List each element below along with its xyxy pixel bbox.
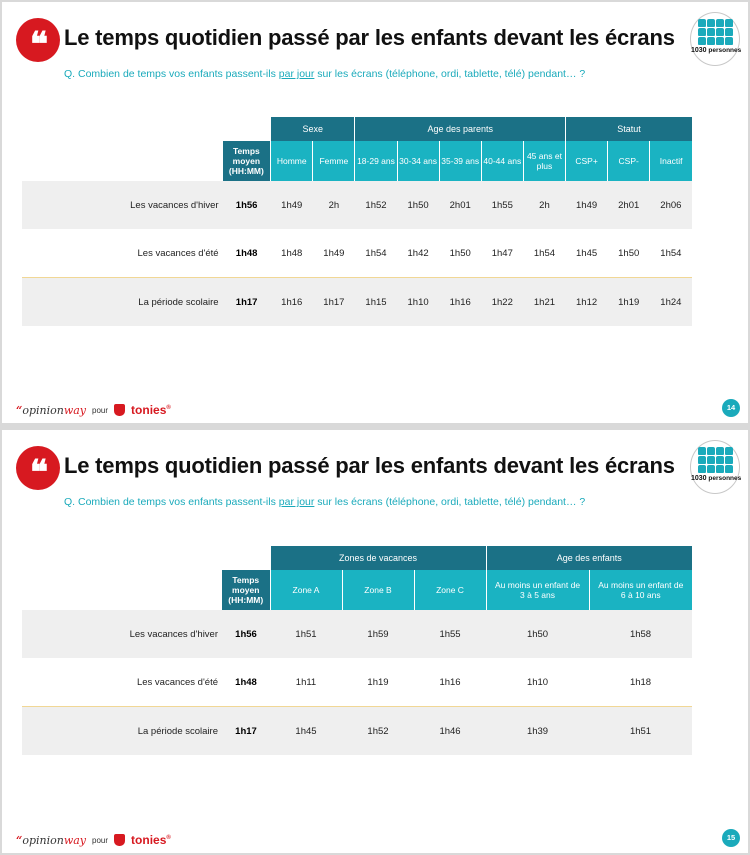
question-text-underlined: par jour — [278, 496, 315, 508]
cell-value: 1h50 — [486, 610, 589, 658]
sample-label: personnes — [708, 475, 742, 482]
cell-value: 1h16 — [439, 676, 461, 688]
question-text-post: sur les écrans (téléphone, ordi, tablette, télé) pendant… ? — [314, 68, 586, 80]
cell-value: 1h16 — [439, 278, 481, 327]
results-table-parents — [22, 117, 692, 326]
cell-value: 1h19 — [608, 278, 650, 327]
footer-pour: pour — [92, 405, 109, 415]
opinionway-logo: “opinionway — [16, 833, 87, 847]
opinionway-logo: “opinionway — [16, 403, 87, 417]
average-value: 1h48 — [235, 247, 258, 259]
cell-value: 1h54 — [365, 247, 387, 259]
cell-value: 1h52 — [342, 707, 414, 756]
cell-value: 1h16 — [271, 278, 313, 327]
sample-count: 1030 — [691, 47, 707, 54]
table-row — [22, 658, 692, 707]
average-value: 1h17 — [223, 278, 271, 327]
row-label: Les vacances d'été — [137, 247, 219, 259]
people-icon — [698, 19, 733, 45]
cell-value: 2h — [523, 181, 565, 229]
cell-value: 1h21 — [523, 278, 565, 327]
survey-question — [64, 496, 585, 508]
cell-value: 1h54 — [660, 247, 682, 259]
results-table-children — [22, 546, 692, 755]
cell-value: 1h55 — [414, 610, 486, 658]
page-number: 15 — [722, 829, 740, 847]
cell-value: 2h06 — [650, 181, 692, 229]
column-header: 35-39 ans — [439, 141, 481, 181]
footer-brand — [16, 833, 171, 847]
group-header: Statut — [566, 117, 692, 141]
cell-value: 1h10 — [526, 676, 549, 688]
cell-value: 1h50 — [397, 181, 439, 229]
cell-value: 1h55 — [481, 181, 523, 229]
slide-15 — [2, 430, 748, 853]
column-header: Inactif — [650, 141, 692, 181]
group-header: Age des enfants — [486, 546, 692, 570]
cell-value: 1h10 — [397, 278, 439, 327]
average-value: 1h56 — [223, 181, 271, 229]
cell-value: 1h42 — [407, 247, 429, 259]
column-header: Homme — [271, 141, 313, 181]
column-header: Zone C — [414, 570, 486, 610]
cell-value: 1h49 — [566, 181, 608, 229]
cell-value: 1h50 — [618, 247, 640, 259]
table-row — [22, 181, 692, 229]
average-header: Temps moyen (HH:MM) — [223, 141, 271, 181]
column-header: 40-44 ans — [481, 141, 523, 181]
cell-value: 1h54 — [533, 247, 556, 259]
quote-icon: ❝ — [16, 18, 60, 62]
cell-value: 1h17 — [313, 278, 355, 327]
cell-value: 1h11 — [295, 676, 317, 688]
slide-title: Le temps quotidien passé par les enfants devant les écrans — [64, 453, 675, 478]
group-header: Zones de vacances — [270, 546, 486, 570]
cell-value: 1h49 — [271, 181, 313, 229]
cell-value: 1h22 — [481, 278, 523, 327]
row-label: Les vacances d'hiver — [22, 181, 223, 229]
question-text-post: sur les écrans (téléphone, ordi, tablette, télé) pendant… ? — [314, 496, 586, 508]
cell-value: 2h01 — [608, 181, 650, 229]
cell-value: 2h01 — [439, 181, 481, 229]
cell-value: 1h45 — [576, 247, 598, 259]
question-text-underlined: par jour — [278, 68, 315, 80]
average-value: 1h56 — [222, 610, 270, 658]
cell-value: 1h19 — [367, 676, 389, 688]
footer-pour: pour — [92, 835, 109, 845]
cell-value: 1h51 — [589, 707, 692, 756]
cell-value: 1h47 — [491, 247, 513, 259]
tonies-logo: tonies® — [131, 403, 171, 417]
row-label: La période scolaire — [22, 278, 223, 327]
slide-14 — [2, 2, 748, 423]
cell-value: 2h — [313, 181, 355, 229]
cell-value: 1h12 — [566, 278, 608, 327]
average-value: 1h17 — [222, 707, 270, 756]
column-header: 30-34 ans — [397, 141, 439, 181]
cell-value: 1h15 — [355, 278, 397, 327]
tonies-icon — [114, 404, 125, 416]
page-number: 14 — [722, 399, 740, 417]
column-header: CSP- — [608, 141, 650, 181]
table-row — [22, 707, 692, 756]
column-header: CSP+ — [566, 141, 608, 181]
column-header: Au moins un enfant de 6 à 10 ans — [589, 570, 692, 610]
people-icon — [698, 447, 733, 473]
column-header: 18-29 ans — [355, 141, 397, 181]
average-value: 1h48 — [235, 676, 257, 688]
row-label: La période scolaire — [22, 707, 222, 756]
survey-question — [64, 68, 585, 80]
sample-size-badge — [690, 12, 740, 66]
cell-value: 1h50 — [449, 247, 471, 259]
column-header: 45 ans et plus — [523, 141, 565, 181]
tonies-logo: tonies® — [131, 833, 171, 847]
group-header: Sexe — [271, 117, 355, 141]
tonies-icon — [114, 834, 125, 846]
table-row — [22, 229, 692, 278]
group-header: Age des parents — [355, 117, 566, 141]
column-header: Au moins un enfant de 3 à 5 ans — [486, 570, 589, 610]
column-header: Femme — [313, 141, 355, 181]
table-row — [22, 610, 692, 658]
cell-value: 1h24 — [650, 278, 692, 327]
cell-value: 1h51 — [270, 610, 342, 658]
footer-brand — [16, 403, 171, 417]
sample-label: personnes — [708, 47, 742, 54]
cell-value: 1h49 — [323, 247, 345, 259]
column-header: Zone A — [270, 570, 342, 610]
cell-value: 1h46 — [414, 707, 486, 756]
question-text-pre: Q. Combien de temps vos enfants passent-ils — [64, 68, 279, 80]
cell-value: 1h48 — [281, 247, 303, 259]
slide-title: Le temps quotidien passé par les enfants devant les écrans — [64, 25, 675, 50]
cell-value: 1h59 — [342, 610, 414, 658]
average-header: Temps moyen (HH:MM) — [222, 570, 270, 610]
cell-value: 1h39 — [486, 707, 589, 756]
cell-value: 1h18 — [629, 676, 652, 688]
cell-value: 1h52 — [355, 181, 397, 229]
sample-size-badge — [690, 440, 740, 494]
sample-count: 1030 — [691, 475, 707, 482]
row-label: Les vacances d'été — [136, 676, 218, 688]
quote-icon: ❝ — [16, 446, 60, 490]
cell-value: 1h45 — [270, 707, 342, 756]
table-row — [22, 278, 692, 327]
row-label: Les vacances d'hiver — [22, 610, 222, 658]
question-text-pre: Q. Combien de temps vos enfants passent-ils — [64, 496, 279, 508]
cell-value: 1h58 — [589, 610, 692, 658]
column-header: Zone B — [342, 570, 414, 610]
